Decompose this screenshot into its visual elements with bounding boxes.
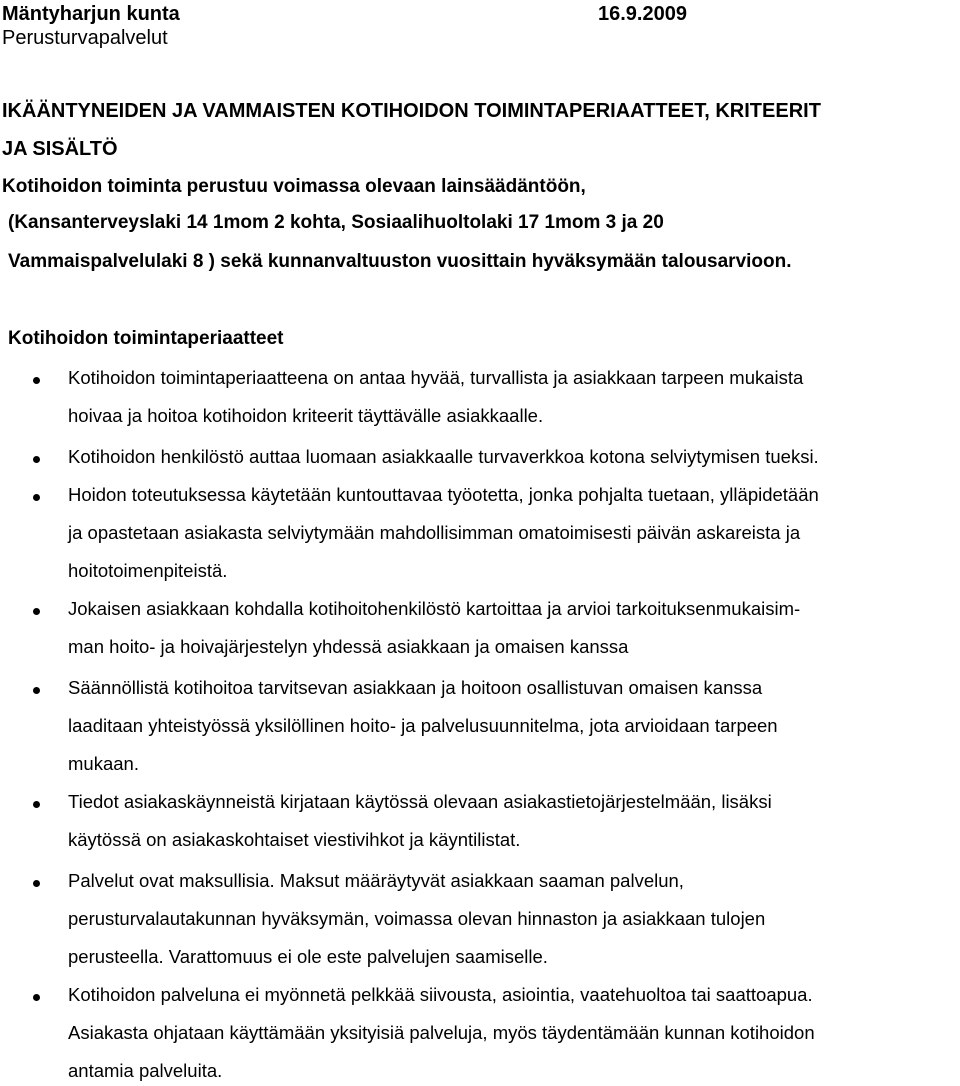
document-date: 16.9.2009 <box>598 3 687 25</box>
list-item-text: Hoidon toteutuksessa käytetään kuntouttavaa työotetta, jonka pohjalta tuetaan, ylläpidetään <box>68 484 819 505</box>
list-item-text: ja opastetaan asiakasta selviytymään mahdollisimman omatoimisesti päivän askareista ja <box>68 522 801 543</box>
bullet-icon <box>33 456 40 463</box>
intro-line-2: (Kansanterveyslaki 14 1mom 2 kohta, Sosiaalihuoltolaki 17 1mom 3 ja 20 <box>8 212 664 233</box>
list-item-text: mukaan. <box>68 753 139 774</box>
bullet-icon <box>33 377 40 384</box>
list-item-text: hoitotoimenpiteistä. <box>68 560 228 581</box>
section-heading: Kotihoidon toimintaperiaatteet <box>8 328 284 349</box>
bullet-icon <box>33 494 40 501</box>
list-item-text: Kotihoidon palveluna ei myönnetä pelkkää siivousta, asiointia, vaatehuoltoa tai saattoapua. <box>68 984 813 1005</box>
bullet-icon <box>33 608 40 615</box>
list-item-text: hoivaa ja hoitoa kotihoidon kriteerit täyttävälle asiakkaalle. <box>68 405 544 426</box>
list-item-text: Jokaisen asiakkaan kohdalla kotihoitohenkilöstö kartoittaa ja arvioi tarkoituksenmukaisim- <box>68 598 801 619</box>
department-name: Perusturvapalvelut <box>2 27 168 49</box>
list-item-text: laaditaan yhteistyössä yksilöllinen hoito- ja palvelusuunnitelma, jota arvioidaan tarpeen <box>68 715 778 736</box>
bullet-icon <box>33 687 40 694</box>
intro-line-1: Kotihoidon toiminta perustuu voimassa olevaan lainsäädäntöön, <box>2 176 586 197</box>
list-item-text: perusteella. Varattomuus ei ole este palvelujen saamiselle. <box>68 946 548 967</box>
list-item-text: Kotihoidon henkilöstö auttaa luomaan asiakkaalle turvaverkkoa kotona selviytymisen tueksi. <box>68 446 819 467</box>
organization-name: Mäntyharjun kunta <box>2 3 180 25</box>
list-item-text: man hoito- ja hoivajärjestelyn yhdessä asiakkaan ja omaisen kanssa <box>68 636 629 657</box>
list-item-text: Tiedot asiakaskäynneistä kirjataan käytössä olevaan asiakastietojärjestelmään, lisäksi <box>68 791 772 812</box>
list-item-text: perusturvalautakunnan hyväksymän, voimassa olevan hinnaston ja asiakkaan tulojen <box>68 908 766 929</box>
list-item-text: käytössä on asiakaskohtaiset viestivihkot ja käyntilistat. <box>68 829 521 850</box>
title-line-2: JA SISÄLTÖ <box>2 138 118 160</box>
list-item-text: Asiakasta ohjataan käyttämään yksityisiä palveluja, myös täydentämään kunnan kotihoidon <box>68 1022 815 1043</box>
bullet-icon <box>33 880 40 887</box>
list-item-text: Kotihoidon toimintaperiaatteena on antaa hyvää, turvallista ja asiakkaan tarpeen mukaista <box>68 367 804 388</box>
list-item-text: Säännöllistä kotihoitoa tarvitsevan asiakkaan ja hoitoon osallistuvan omaisen kanssa <box>68 677 763 698</box>
bullet-icon <box>33 994 40 1001</box>
list-item-text: Palvelut ovat maksullisia. Maksut määräytyvät asiakkaan saaman palvelun, <box>68 870 684 891</box>
list-item-text: antamia palveluita. <box>68 1060 223 1081</box>
bullet-icon <box>33 801 40 808</box>
intro-line-3: Vammaispalvelulaki 8 ) sekä kunnanvaltuuston vuosittain hyväksymään talousarvioon. <box>8 251 792 272</box>
title-line-1: IKÄÄNTYNEIDEN JA VAMMAISTEN KOTIHOIDON TOIMINTAPERIAATTEET, KRITEERIT <box>2 100 821 122</box>
